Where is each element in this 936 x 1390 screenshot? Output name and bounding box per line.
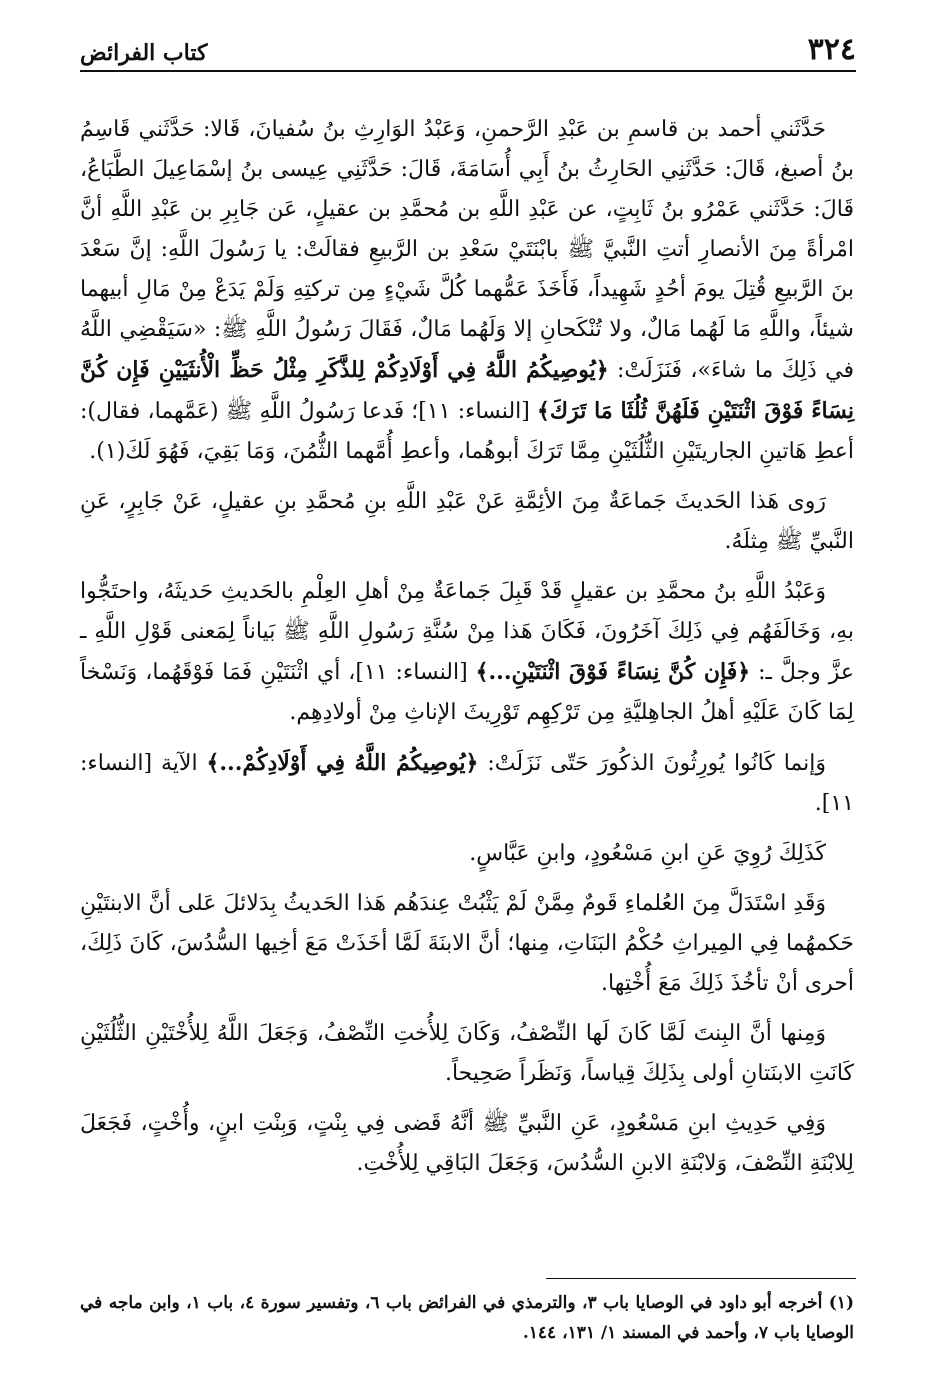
paragraph-scholars-argument xyxy=(80,884,854,1004)
main-text xyxy=(80,110,854,1194)
paragraph-ibn-masud xyxy=(80,1104,854,1184)
paragraph-narration xyxy=(80,482,854,562)
quran-verse: ﴿يُوصِيكُمُ اللَّهُ فِي أَوْلَادِكُمْ...﴾ xyxy=(206,750,479,776)
paragraph-narrated-by xyxy=(80,834,854,874)
book-title: كتاب الفرائض xyxy=(80,40,208,66)
quran-verse: ﴿فَإِن كُنَّ نِسَاءً فَوْقَ اثْنَتَيْنِ...﴾ xyxy=(475,659,751,685)
quran-verse: ﴿يُوصِيكُمُ اللَّهُ فِي أَوْلَادِكُمْ لِلذَّكَرِ مِثْلُ حَظِّ الْأُنثَيَيْنِ فَإِن كُنَّ نِسَاءً فَوْقَ اثْنَتَيْنِ فَلَهُنَّ ثُلُثَا مَا تَرَكَ﴾ xyxy=(80,357,854,424)
footnote: (١) أخرجه أبو داود في الوصايا باب ٣، والترمذي في الفرائض باب ٦، وتفسير سورة ٤، باب ١، وابن ماجه في الوصايا باب ٧، وأحمد في المسند ١/ ١٣١، ١٤٤. xyxy=(80,1293,854,1343)
paragraph-analogy xyxy=(80,1014,854,1094)
paragraph-text: وَمِنها أنَّ البِنتَ لَمَّا كَانَ لَها النِّصْفُ، وَكَانَ لِلأُختِ النِّصْفُ، وَجَعَلَ اللَّهُ لِلأُخْتَيْنِ الثُّلُثَيْنِ كَانَتِ الابنَتانِ أولى بِذَلِكَ قِياساً، وَنَظَراً صَحِيحاً. xyxy=(80,1021,854,1086)
paragraph-inheritance-males xyxy=(80,743,854,824)
paragraph-text: حَدَّثَني أحمد بن قاسمِ بن عَبْدِ الرَّحمنِ، وَعَبْدُ الوَارِثِ بنُ سُفيانَ، قَالا: حَدَّثَني قَاسِمُ بنُ أصبغ، قَالَ: حَدَّثَنِي الحَارِثُ بنُ أَبِي أُسَامَةَ، قَالَ: حَدَّثَنِي عِيسى بنُ إسْمَاعِيلَ الطَّبَاعُ، قَالَ: حَدَّثَني عَمْرُو بنُ ثَابِتٍ، عن عَبْدِ اللَّهِ بن مُحمَّدِ بن عقيلٍ، عَن جَابِرِ بن عَبْدِ اللَّهِ أنَّ امْرأةً مِنَ الأنصارِ أتتِ النَّبيَّ ﷺ بابْنَتَيْ سَعْدِ بن الرَّبيعِ فقالَتْ: يا رَسُولَ اللَّهِ: إنَّ سَعْدَ بنَ الرَّبيعِ قُتِلَ يومَ أحُدٍ شَهِيداً، فَأَخَذَ عَمُّهما كُلَّ شَيْءٍ مِن تركتِهِ وَلَمْ يَدَعْ مِنْ مَالِ أبيهما شيئاً، واللَّهِ مَا لَهُما مَالٌ، ولا تُنْكَحانِ إلا وَلَهُما مَالٌ، فَقَالَ رَسُولُ اللَّهِ ﷺ: «سَيَقْضِي اللَّهُ في ذَلِكَ ما شاءَ»، فَنَزَلَتْ: xyxy=(80,117,854,383)
paragraph-text: وَقَدِ اسْتَدَلَّ مِنَ العُلماءِ قَومٌ مِمَّنْ لَمْ يَثْبُتْ عِندَهُم هَذا الحَديثُ بِدَلائلَ عَلى أنَّ الابنتَيْنِ حَكمهُما فِي المِيراثِ حُكْمُ البَنَاتِ، مِنها؛ أنَّ الابنَةَ لَمَّا أخَذَتْ مَعَ أخِيها السُّدُسَ، كَانَ ذَلِكَ، أحرى أنْ تأخُذَ ذَلِكَ مَعَ أُخْتِها. xyxy=(80,891,854,996)
footnote-divider xyxy=(546,1278,856,1279)
paragraph-hadith xyxy=(80,110,854,472)
paragraph-narrator-status xyxy=(80,572,854,733)
paragraph-text-continued: [النساء: ١١]؛ فَدعا رَسُولُ اللَّهِ ﷺ (عَمَّهما، فقال): أعطِ هَاتينِ الجاريتَيْنِ الثُّلُثَيْنِ مِمَّا تَرَكَ أبوهُما، وأعطِ أُمَّهما الثُّمُنَ، وَمَا بَقِيَ، فَهُوَ لَكَ(١). xyxy=(80,399,854,464)
page-header xyxy=(80,30,856,72)
paragraph-text-continued: الآية [النساء: ١١]. xyxy=(80,751,854,816)
paragraph-text: رَوى هَذا الحَديثَ جَماعَةٌ مِنَ الأئِمَّةِ عَنْ عَبْدِ اللَّهِ بنِ مُحمَّدِ بنِ عقيلٍ، عَنْ جَابِرٍ، عَنِ النَّبيِّ ﷺ مِثلَهُ. xyxy=(80,489,854,554)
paragraph-text: وَفِي حَدِيثِ ابنِ مَسْعُودٍ، عَنِ النَّبيِّ ﷺ أنَّهُ قَضى فِي بِنْتٍ، وَبِنْتِ ابنٍ، وأُخْتٍ، فَجَعَلَ لِلابْنَةِ النِّصْفَ، وَلابْنَةِ الابنِ السُّدُسَ، وَجَعَلَ البَاقِي لِلأُخْتِ. xyxy=(80,1111,854,1176)
paragraph-text: وَإنما كَانُوا يُورِثُونَ الذكُورَ حَتّى نَزَلَتْ: xyxy=(487,751,826,776)
paragraph-text: كَذَلِكَ رُوِيَ عَنِ ابنِ مَسْعُودٍ، وابنِ عَبَّاسٍ. xyxy=(469,841,826,866)
page-number: ٣٢٤ xyxy=(807,32,856,67)
paragraph-text: وَعَبْدُ اللَّهِ بنُ محمَّدِ بن عقيلٍ قَدْ قَبِلَ جَماعَةٌ مِنْ أهلِ العِلْمِ بالحَديثِ حَديثَهُ، واحتَجُّوا بهِ، وَخَالَفَهُم فِي ذَلِكَ آخَرُونَ، فَكَانَ هَذا مِنْ سُنَّةِ رَسُولِ اللَّهِ ﷺ بَياناً لِمَعنى قَوْلِ اللَّهِ ـ عزَّ وجلَّ ـ: xyxy=(80,579,854,685)
paragraph-text-continued: [النساء: ١١]، أي اثْنَتَيْنِ فَمَا فَوْقَهُما، وَنَسْخاً لِمَا كَانَ عَلَيْهِ أهلُ الجاهِليَّةِ مِن تَرْكِهِم تَوْرِيثَ الإناثِ مِنْ أولادِهِم. xyxy=(80,660,854,725)
